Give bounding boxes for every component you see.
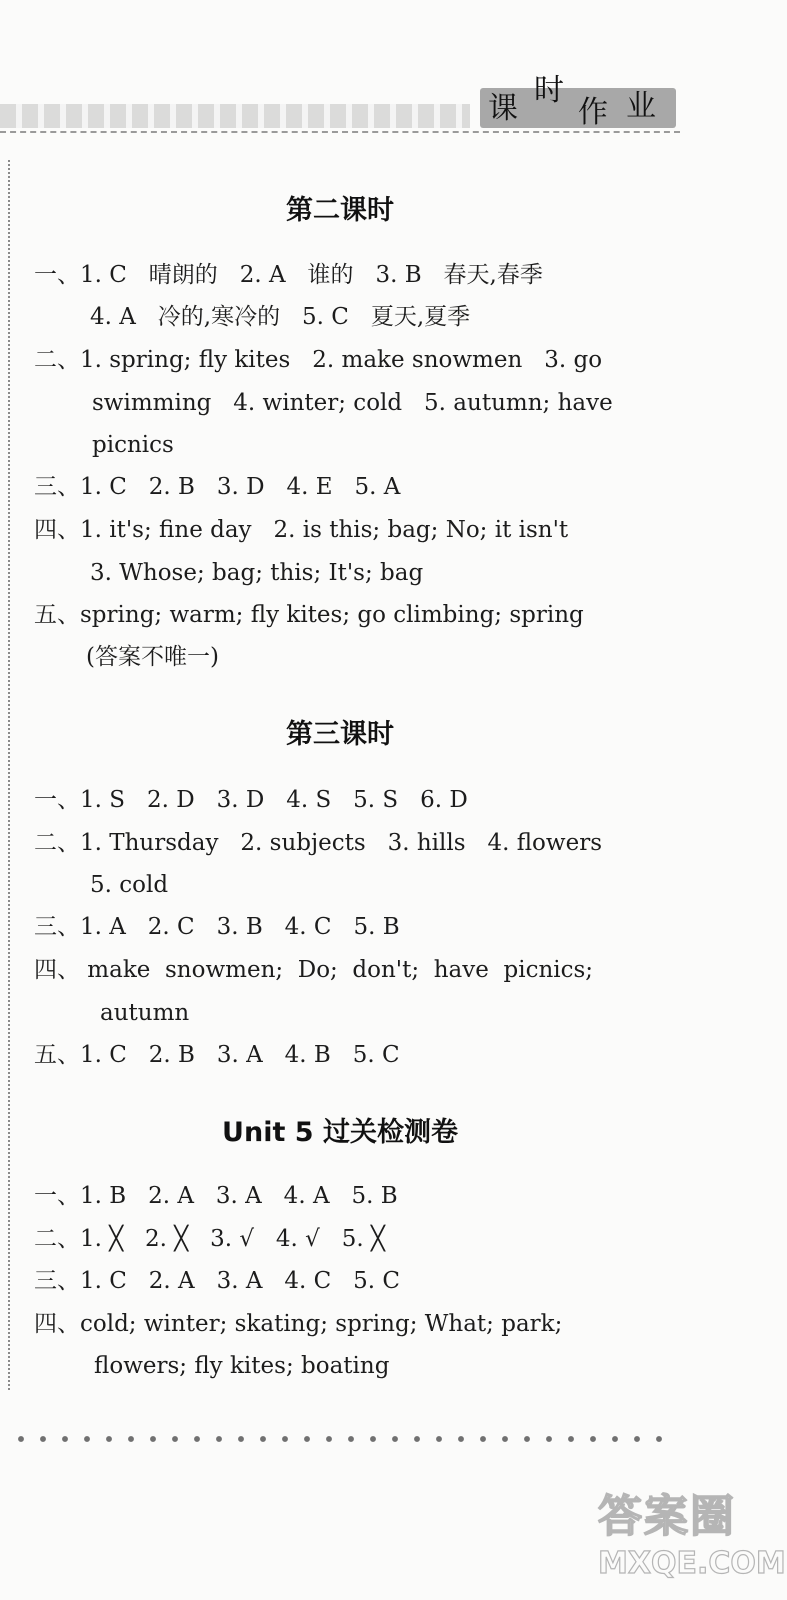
header-dashed-rule (0, 131, 680, 133)
answer-line: 四、1. it's; fine day 2. is this; bag; No; it isn't (34, 517, 569, 543)
section-title: 第三课时 (286, 719, 394, 750)
header-decoration-band (0, 104, 470, 128)
answer-line: swimming 4. winter; cold 5. autumn; have (92, 390, 613, 416)
answer-line: autumn (100, 1000, 190, 1026)
answer-line: 三、1. C 2. B 3. D 4. E 5. A (34, 474, 401, 500)
section-title: Unit 5 过关检测卷 (222, 1117, 458, 1148)
answer-line: 二、1. ╳ 2. ╳ 3. √ 4. √ 5. ╳ (34, 1226, 385, 1252)
header-char: 时 (534, 73, 564, 108)
answer-line: 五、1. C 2. B 3. A 4. B 5. C (34, 1042, 400, 1068)
header-char: 业 (626, 89, 656, 124)
answer-line: 3. Whose; bag; this; It's; bag (90, 560, 424, 586)
answer-line: 二、1. spring; fly kites 2. make snowmen 3. go (34, 347, 603, 373)
watermark-en: MXQE.COM (598, 1546, 786, 1581)
answer-line: 一、1. B 2. A 3. A 4. A 5. B (34, 1183, 398, 1209)
answer-line: 三、1. A 2. C 3. B 4. C 5. B (34, 914, 400, 940)
answer-line: 二、1. Thursday 2. subjects 3. hills 4. flowers (34, 830, 602, 856)
answer-line: flowers; fly kites; boating (94, 1353, 390, 1379)
section-title: 第二课时 (286, 195, 394, 226)
answer-line: 一、1. S 2. D 3. D 4. S 5. S 6. D (34, 787, 468, 813)
watermark-cn: 答案圈 (598, 1491, 736, 1542)
answer-line: 四、 make snowmen; Do; don't; have picnics; (34, 957, 594, 983)
answer-line: 4. A 冷的,寒冷的 5. C 夏天,夏季 (90, 304, 471, 330)
answer-line: 三、1. C 2. A 3. A 4. C 5. C (34, 1268, 401, 1294)
answer-line: 五、spring; warm; fly kites; go climbing; spring (34, 602, 584, 628)
answer-line: picnics (92, 432, 174, 458)
answer-line: (答案不唯一) (86, 644, 219, 670)
answer-line: 四、cold; winter; skating; spring; What; park; (34, 1311, 563, 1337)
watermark (598, 1480, 786, 1590)
answer-line: 一、1. C 晴朗的 2. A 谁的 3. B 春天,春季 (34, 262, 543, 288)
header-char: 作 (578, 95, 608, 130)
footer-dotted-rule (10, 1434, 670, 1444)
header-char: 课 (488, 91, 518, 126)
answer-line: 5. cold (90, 872, 169, 898)
margin-dotted-rule (8, 160, 10, 1390)
